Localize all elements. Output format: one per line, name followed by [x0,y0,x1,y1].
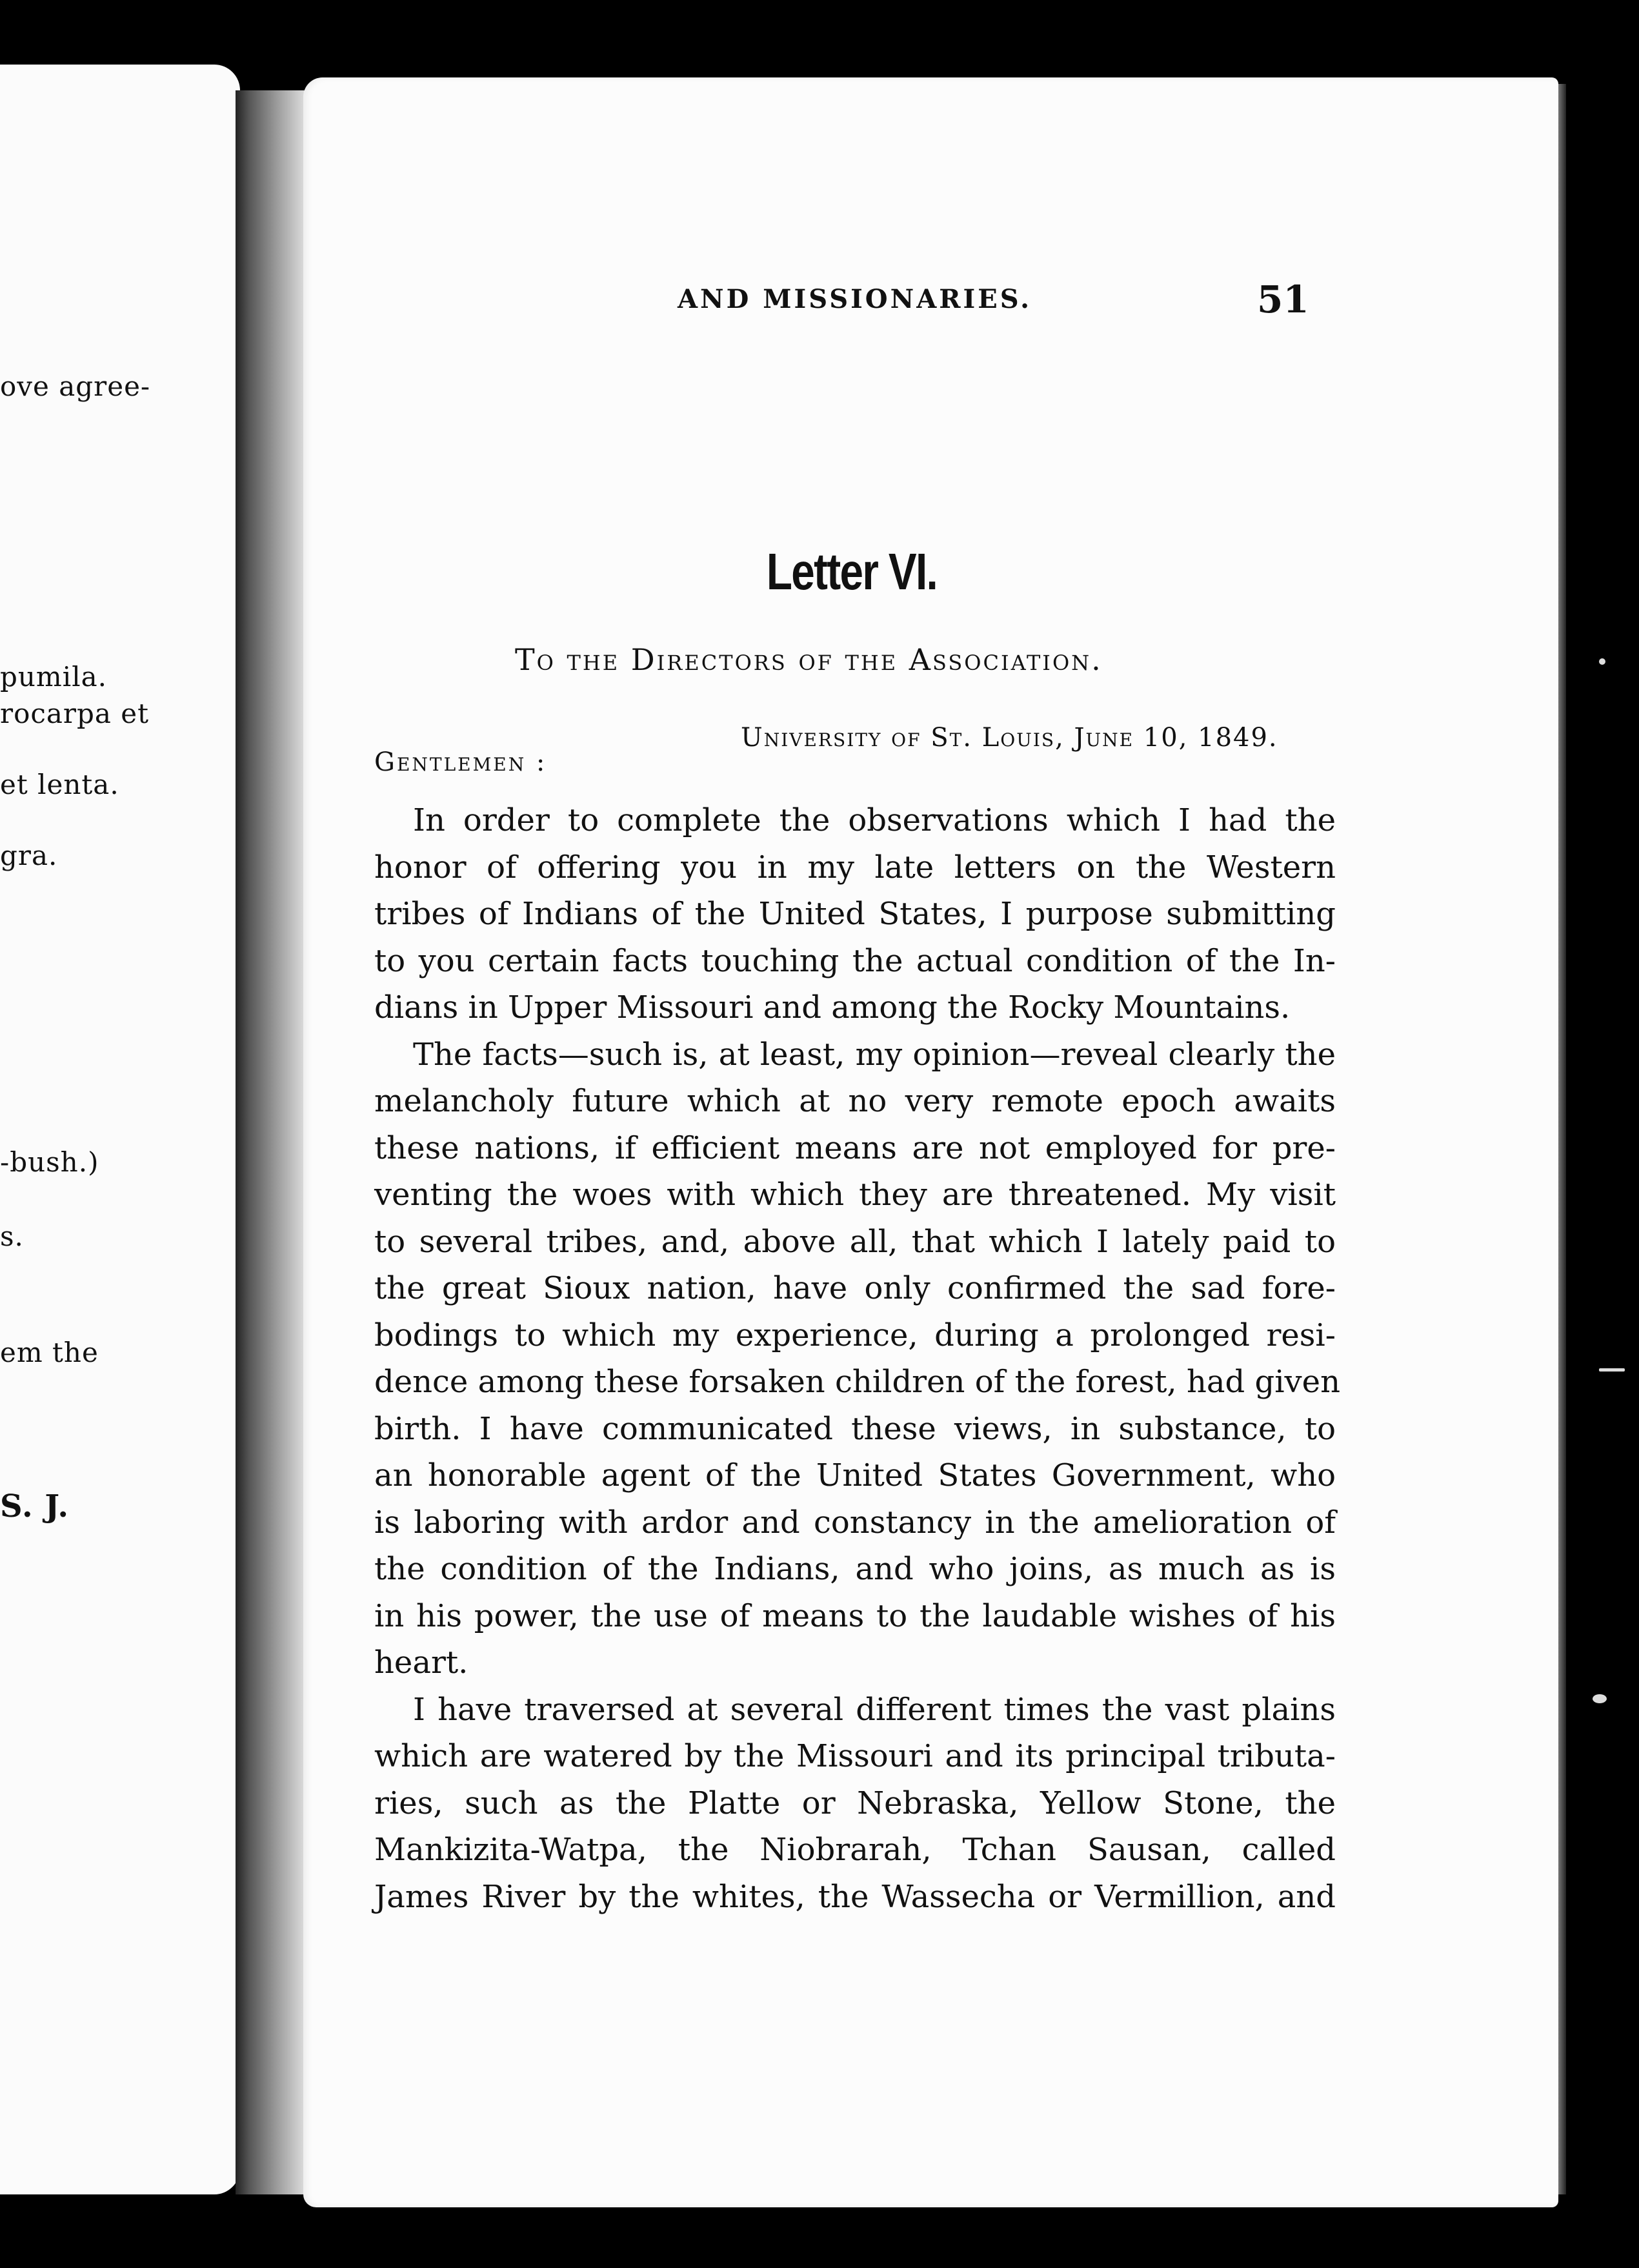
left-page-fragment: S. J. [0,1488,70,1524]
left-page-fragment: rocarpa et [0,698,150,729]
text-line: an honorable agent of the United States Government, who [374,1457,1336,1493]
text-line: honor of offering you in my late letters on the Western [374,849,1336,886]
text-line: in his power, the use of means to the laudable wishes of his [374,1597,1336,1634]
left-page-fragment: s. [0,1220,24,1252]
left-page-fragment: ove agree- [0,370,151,402]
dateline: University of St. Louis, June 10, 1849. [741,723,1278,753]
left-page-fragment: em the [0,1337,99,1368]
text-line: to you certain facts touching the actual condition of the In- [374,942,1336,979]
page-edge [1558,84,1566,2194]
text-line: bodings to which my experience, during a prolonged resi- [374,1317,1336,1353]
text-line: melancholy future which at no very remote epoch awaits [374,1083,1336,1119]
left-page-fragment: -bush.) [0,1146,99,1178]
salutation: Gentlemen : [374,747,547,777]
text-line: I have traversed at several different times the vast plains [413,1691,1336,1728]
previous-page [0,65,240,2194]
scan-speck [1599,658,1605,665]
left-page-fragment: gra. [0,840,58,871]
letter-body [374,797,1340,1920]
text-line: to several tribes, and, above all, that which I lately paid to [374,1223,1336,1260]
scan-speck [1593,1694,1607,1703]
text-line: the condition of the Indians, and who joins, as much as is [374,1551,1336,1587]
text-line: dians in Upper Missouri and among the Rocky Mountains. [374,989,1291,1026]
running-head: AND MISSIONARIES. [678,284,1032,314]
left-page-fragment: et lenta. [0,769,119,800]
text-line: dence among these forsaken children of the forest, had given [374,1364,1340,1400]
text-line: Mankizita-Watpa, the Niobrarah, Tchan Sausan, called [374,1832,1336,1868]
text-line: is laboring with ardor and constancy in the amelioration of [374,1504,1336,1541]
text-line: birth. I have communicated these views, in substance, to [374,1410,1336,1447]
page-number: 51 [1257,278,1309,321]
text-line: venting the woes with which they are threatened. My visit [374,1177,1336,1213]
left-page-fragment: pumila. [0,661,108,693]
text-line: heart. [374,1645,468,1681]
text-line: which are watered by the Missouri and its principal tributa- [374,1738,1336,1774]
text-line: the great Sioux nation, have only confirmed the sad fore- [374,1270,1336,1306]
text-line: The facts—such is, at least, my opinion—reveal clearly the [413,1036,1336,1073]
text-line: tribes of Indians of the United States, I purpose submitting [374,896,1336,932]
text-line: In order to complete the observations which I had the [413,802,1336,838]
letter-title: Letter VI. [766,543,938,600]
text-line: these nations, if efficient means are not employed for pre- [374,1129,1336,1166]
addressee-line: To the Directors of the Association. [515,642,1103,677]
text-line: ries, such as the Platte or Nebraska, Yellow Stone, the [374,1785,1336,1821]
scan-speck [1599,1368,1625,1372]
text-line: James River by the whites, the Wassecha or Vermillion, and [374,1878,1336,1915]
